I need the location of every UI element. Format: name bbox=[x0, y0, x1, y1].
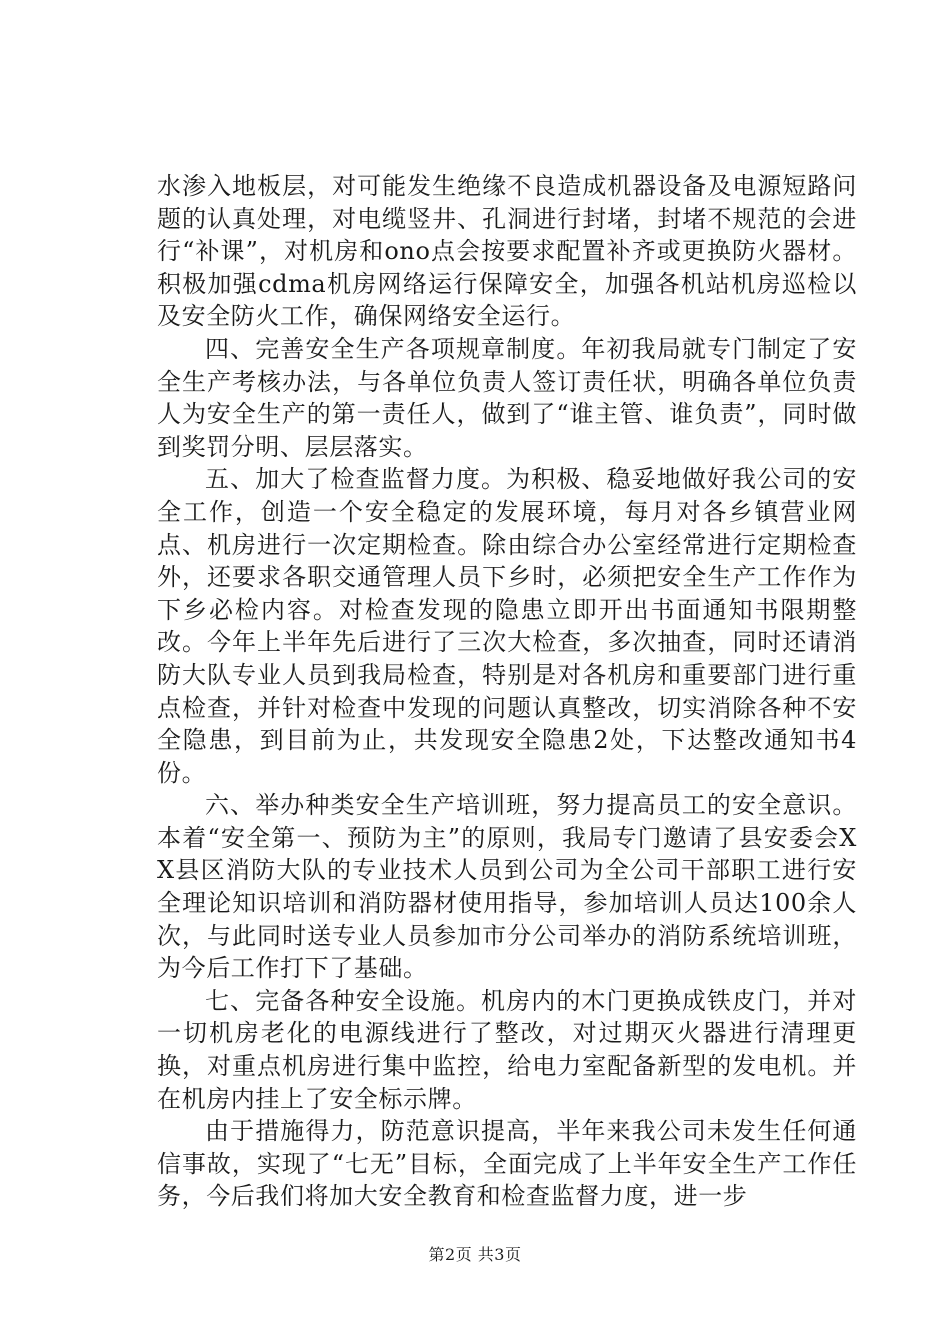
page-number-footer: 第2页 共3页 bbox=[428, 1245, 522, 1264]
paragraph-section-five: 五、加大了检查监督力度。为积极、稳妥地做好我公司的安全工作，创造一个安全稳定的发展环境，每月对各乡镇营业网点、机房进行一次定期检查。除由综合办公室经常进行定期检查外，还要求各职交通管理人员下乡时，必须把安全生产工作作为下乡必检内容。对检查发现的隐患立即开出书面通知书限期整改。今年上半年先后进行了三次大检查，多次抽查，同时还请消防大队专业人员到我局检查，特别是对各机房和重要部门进行重点检查，并针对检查中发现的问题认真整改，切实消除各种不安全隐患，到目前为止，共发现安全隐患2处，下达整改通知书4份。 bbox=[157, 465, 857, 787]
paragraph-conclusion: 由于措施得力，防范意识提高，半年来我公司未发生任何通信事故，实现了“七无”目标，全面完成了上半年安全生产工作任务，今后我们将加大安全教育和检查监督力度，进一步 bbox=[157, 1117, 857, 1211]
paragraph-section-four: 四、完善安全生产各项规章制度。年初我局就专门制定了安全生产考核办法，与各单位负责人签订责任状，明确各单位负责人为安全生产的第一责任人，做到了“谁主管、谁负责”，同时做到奖罚分明、层层落实。 bbox=[157, 334, 857, 461]
paragraph-continued: 水渗入地板层，对可能发生绝缘不良造成机器设备及电源短路问题的认真处理，对电缆竖井、孔洞进行封堵，封堵不规范的会进行“补课”，对机房和ono点会按要求配置补齐或更换防火器材。积极加强cdma机房网络运行保障安全，加强各机站机房巡检以及安全防火工作，确保网络安全运行。 bbox=[157, 172, 857, 331]
paragraph-section-six: 六、举办种类安全生产培训班，努力提高员工的安全意识。本着“安全第一、预防为主”的原则，我局专门邀请了县安委会XX县区消防大队的专业技术人员到公司为全公司干部职工进行安全理论知识培训和消防器材使用指导，参加培训人员达100余人次，与此同时送专业人员参加市分公司举办的消防系统培训班，为今后工作打下了基础。 bbox=[157, 791, 857, 983]
document-body bbox=[157, 170, 857, 1213]
paragraph-section-seven: 七、完备各种安全设施。机房内的木门更换成铁皮门，并对一切机房老化的电源线进行了整改，对过期灭火器进行清理更换，对重点机房进行集中监控，给电力室配备新型的发电机。并在机房内挂上了安全标示牌。 bbox=[157, 986, 857, 1113]
